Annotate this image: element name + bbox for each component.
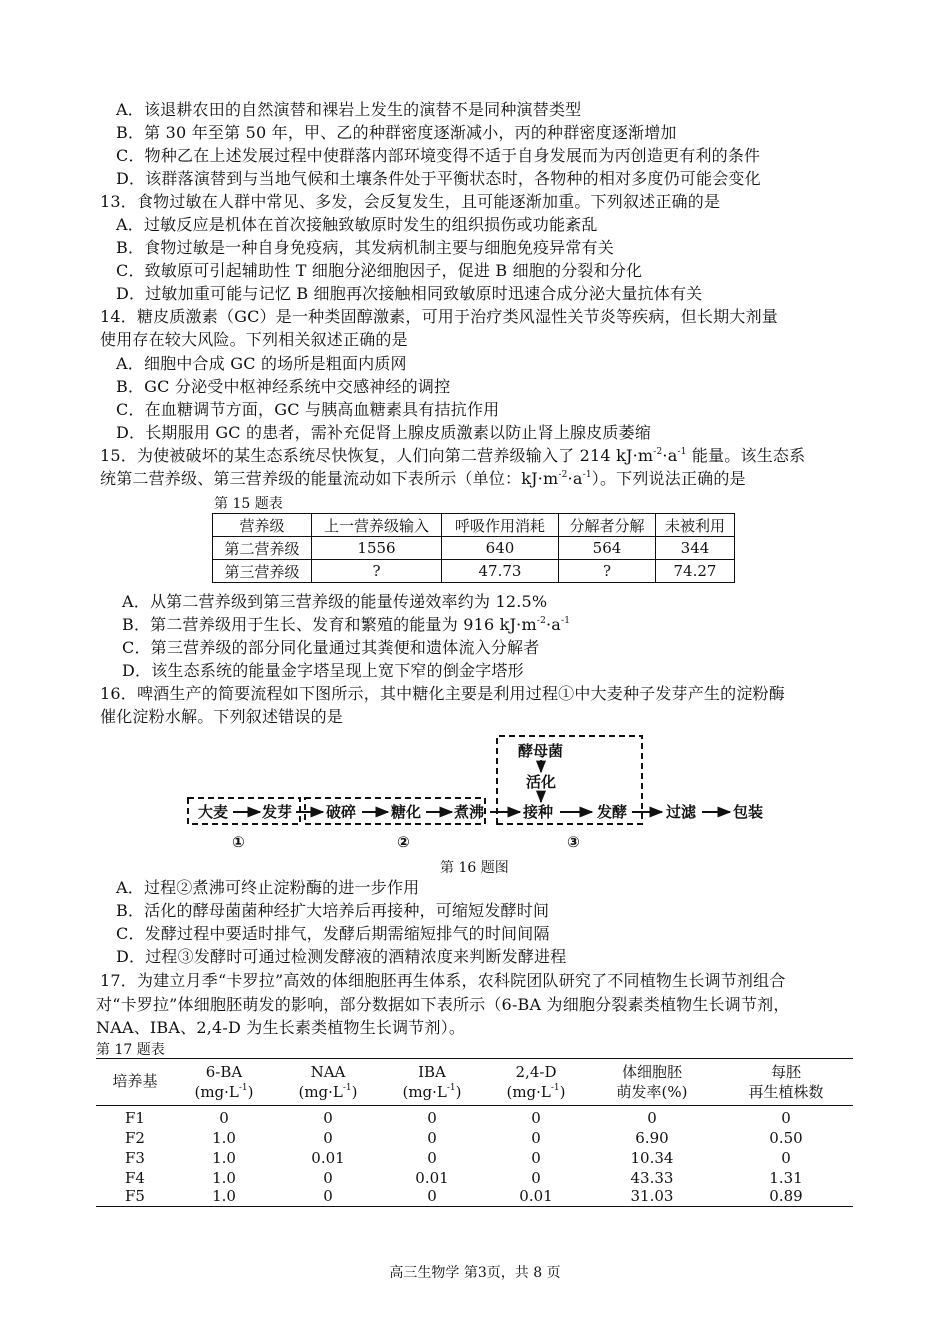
- table-top-rule: [96, 1058, 853, 1059]
- table-header-cell: 未被利用: [656, 514, 735, 537]
- table-cell: 0: [427, 1149, 437, 1167]
- flow-node-activate: 活化: [526, 773, 557, 791]
- table-cell: ?: [559, 560, 656, 583]
- header-iba-unit: $(mg\cdot L^{-1})$: [402, 1083, 462, 1101]
- header-naa: NAA: [310, 1063, 346, 1081]
- q14-option-a: A．细胞中合成 GC 的场所是粗面内质网: [116, 354, 407, 373]
- flow-node-yeast: 酵母菌: [518, 742, 564, 760]
- table-bottom-rule: [96, 1206, 853, 1207]
- table-cell: 0: [531, 1149, 541, 1167]
- table-header-cell: 上一营养级输入: [312, 514, 442, 537]
- header-iba: IBA: [418, 1063, 446, 1081]
- q14-stem-line2: 使用存在较大风险。下列相关叙述正确的是: [100, 330, 408, 349]
- q16-option-c: C．发酵过程中要适时排气，发酵后期需缩短排气的时间间隔: [116, 924, 550, 943]
- beer-process-flow-diagram: [180, 732, 780, 857]
- table-cell: F2: [125, 1129, 145, 1147]
- table-cell: F4: [125, 1169, 145, 1187]
- table-cell: 344: [656, 537, 735, 560]
- table-cell: 0: [323, 1109, 333, 1127]
- table-cell: 0.89: [769, 1187, 803, 1205]
- table-cell: 47.73: [442, 560, 559, 583]
- q17-stem-line2: 对“卡罗拉”体细胞胚萌发的影响，部分数据如下表所示（6-BA 为细胞分裂素类植物生长调节剂，: [96, 995, 790, 1014]
- table-cell: 10.34: [630, 1149, 674, 1167]
- q14-stem-line1: 14．糖皮质激素（GC）是一种类固醇激素，可用于治疗类风湿性关节炎等疾病，但长期大剂量: [100, 307, 778, 326]
- table-cell: 74.27: [656, 560, 735, 583]
- q16-option-a: A．过程②煮沸可终止淀粉酶的进一步作用: [116, 878, 420, 897]
- q17-stem-line1: 17．为建立月季“卡罗拉”高效的体细胞胚再生体系，农科院团队研究了不同植物生长调节剂组合: [100, 971, 786, 990]
- header-plants-per-embryo: 每胚: [770, 1063, 801, 1081]
- table-cell: 1.0: [212, 1149, 236, 1167]
- header-24d: 2,4-D: [515, 1063, 557, 1081]
- table-cell: 6.90: [635, 1129, 669, 1147]
- table-cell: 0: [531, 1129, 541, 1147]
- q16-option-d: D．过程③发酵时可通过检测发酵液的酒精浓度来判断发酵进程: [116, 947, 567, 966]
- table-cell: 0: [427, 1109, 437, 1127]
- table-cell: 0: [323, 1187, 333, 1205]
- q15-stem-line1: 15．为使被破坏的某生态系统尽快恢复，人们向第二营养级输入了 214 $kJ\cdot m^{-2}\cdot a^{-1}$ 能量。该生态系: [100, 446, 806, 465]
- table-cell: F1: [125, 1109, 145, 1127]
- table-row: [213, 560, 735, 583]
- q14-option-b: B．GC 分泌受中枢神经系统中交感神经的调控: [116, 377, 451, 396]
- q13-option-a: A．过敏反应是机体在首次接触致敏原时发生的组织损伤或功能紊乱: [116, 215, 598, 234]
- q12-option-b: B．第 30 年至第 50 年，甲、乙的种群密度逐渐减小，丙的种群密度逐渐增加: [116, 123, 677, 142]
- q15-option-a: A．从第二营养级到第三营养级的能量传递效率约为 12.5%: [122, 592, 548, 611]
- q13-option-d: D．过敏加重可能与记忆 B 细胞再次接触相同致敏原时迅速合成分泌大量抗体有关: [116, 284, 703, 303]
- header-germination-rate: 体细胞胚: [621, 1063, 682, 1081]
- table-header-rule: [96, 1105, 853, 1106]
- table-cell: 0.01: [311, 1149, 345, 1167]
- table-header-cell: 营养级: [213, 514, 312, 537]
- q15-option-c: C．第三营养级的部分同化量通过其粪便和遗体流入分解者: [122, 638, 540, 657]
- header-6ba: 6-BA: [205, 1063, 243, 1081]
- table-cell: 640: [442, 537, 559, 560]
- flow-node-barley: 大麦: [198, 803, 229, 821]
- table-row: [213, 537, 735, 560]
- q14-option-c: C．在血糖调节方面，GC 与胰高血糖素具有拮抗作用: [116, 400, 500, 419]
- table-cell: 0: [427, 1129, 437, 1147]
- table-cell: 0: [781, 1109, 791, 1127]
- q15-energy-table: [212, 513, 735, 583]
- table-cell: 1.31: [769, 1169, 803, 1187]
- header-plants-per-embryo-2: 再生植株数: [748, 1083, 824, 1101]
- flow-node-sprout: 发芽: [262, 803, 293, 821]
- table-cell: 0: [427, 1187, 437, 1205]
- table-cell: 1.0: [212, 1187, 236, 1205]
- flow-node-ferment: 发酵: [597, 803, 628, 821]
- process-mark-1: ①: [232, 833, 245, 851]
- table-cell: 1.0: [212, 1169, 236, 1187]
- table-cell: 0: [781, 1149, 791, 1167]
- table-cell: 0.01: [415, 1169, 449, 1187]
- q16-stem-line2: 催化淀粉水解。下列叙述错误的是: [100, 707, 344, 726]
- q15-option-b: B．第二营养级用于生长、发育和繁殖的能量为 916 $kJ\cdot m^{-2}\cdot a^{-1}$: [122, 615, 571, 634]
- header-naa-unit: $(mg\cdot L^{-1})$: [298, 1083, 358, 1101]
- flow-node-inoculate: 接种: [523, 803, 554, 821]
- q17-stem-line3: NAA、IBA、2,4-D 为生长素类植物生长调节剂）。: [96, 1018, 466, 1037]
- q15-option-d: D．该生态系统的能量金字塔呈现上宽下窄的倒金字塔形: [122, 661, 524, 680]
- table-cell: 0.01: [519, 1187, 553, 1205]
- header-6ba-unit: $(mg\cdot L^{-1})$: [194, 1083, 254, 1101]
- process-mark-2: ②: [397, 833, 410, 851]
- q12-option-c: C．物种乙在上述发展过程中使群落内部环境变得不适于自身发展而为丙创造更有利的条件: [116, 146, 761, 165]
- flow-node-filter: 过滤: [666, 803, 697, 821]
- table-header-cell: 呼吸作用消耗: [442, 514, 559, 537]
- table-cell: 31.03: [630, 1187, 674, 1205]
- flow-node-saccharify: 糖化: [391, 803, 422, 821]
- flow-node-package: 包装: [733, 803, 764, 821]
- table-cell: 43.33: [630, 1169, 674, 1187]
- q16-figure-caption: 第 16 题图: [440, 860, 509, 876]
- header-germination-rate-unit: 萌发率(%): [616, 1083, 688, 1101]
- q16-option-b: B．活化的酵母菌菌种经扩大培养后再接种，可缩短发酵时间: [116, 901, 550, 920]
- header-24d-unit: $(mg\cdot L^{-1})$: [506, 1083, 566, 1101]
- table-cell: 0.50: [769, 1129, 803, 1147]
- process-mark-3: ③: [567, 833, 580, 851]
- q16-stem-line1: 16．啤酒生产的简要流程如下图所示，其中糖化主要是利用过程①中大麦种子发芽产生的淀粉酶: [100, 684, 785, 703]
- table-cell: F3: [125, 1149, 145, 1167]
- table-cell: 0: [531, 1169, 541, 1187]
- q12-option-a: A．该退耕农田的自然演替和裸岩上发生的演替不是同种演替类型: [116, 100, 582, 119]
- table-cell: 0: [531, 1109, 541, 1127]
- table-cell: 第二营养级: [213, 537, 312, 560]
- table-cell: 0: [647, 1109, 657, 1127]
- q15-stem-line2: 统第二营养级、第三营养级的能量流动如下表所示（单位：$kJ\cdot m^{-2}\cdot a^{-1}$）。下列说法正确的是: [100, 469, 746, 488]
- table-cell: F5: [125, 1187, 145, 1205]
- page-footer: 高三生物学 第3页，共 8 页: [389, 1265, 561, 1281]
- table-cell: 0: [323, 1169, 333, 1187]
- q15-table-caption: 第 15 题表: [214, 496, 283, 512]
- q13-stem: 13．食物过敏在人群中常见、多发，会反复发生，且可能逐渐加重。下列叙述正确的是: [100, 192, 721, 211]
- table-header-row: [213, 514, 735, 537]
- q13-option-b: B．食物过敏是一种自身免疫病，其发病机制主要与细胞免疫异常有关: [116, 238, 614, 257]
- q13-option-c: C．致敏原可引起辅助性 T 细胞分泌细胞因子，促进 B 细胞的分裂和分化: [116, 261, 643, 280]
- flow-node-boil: 煮沸: [454, 803, 485, 821]
- q17-table-caption: 第 17 题表: [96, 1042, 165, 1058]
- table-cell: 0: [323, 1129, 333, 1147]
- table-header-cell: 分解者分解: [559, 514, 656, 537]
- table-cell: ?: [312, 560, 442, 583]
- q12-option-d: D．该群落演替到与当地气候和土壤条件处于平衡状态时，各物种的相对多度仍可能会变化: [116, 169, 761, 188]
- table-cell: 0: [219, 1109, 229, 1127]
- q14-option-d: D．长期服用 GC 的患者，需补充促肾上腺皮质激素以防止肾上腺皮质萎缩: [116, 423, 652, 442]
- table-cell: 564: [559, 537, 656, 560]
- table-cell: 1556: [312, 537, 442, 560]
- flow-node-crush: 破碎: [326, 803, 357, 821]
- table-cell: 1.0: [212, 1129, 236, 1147]
- header-medium: 培养基: [112, 1072, 158, 1090]
- table-cell: 第三营养级: [213, 560, 312, 583]
